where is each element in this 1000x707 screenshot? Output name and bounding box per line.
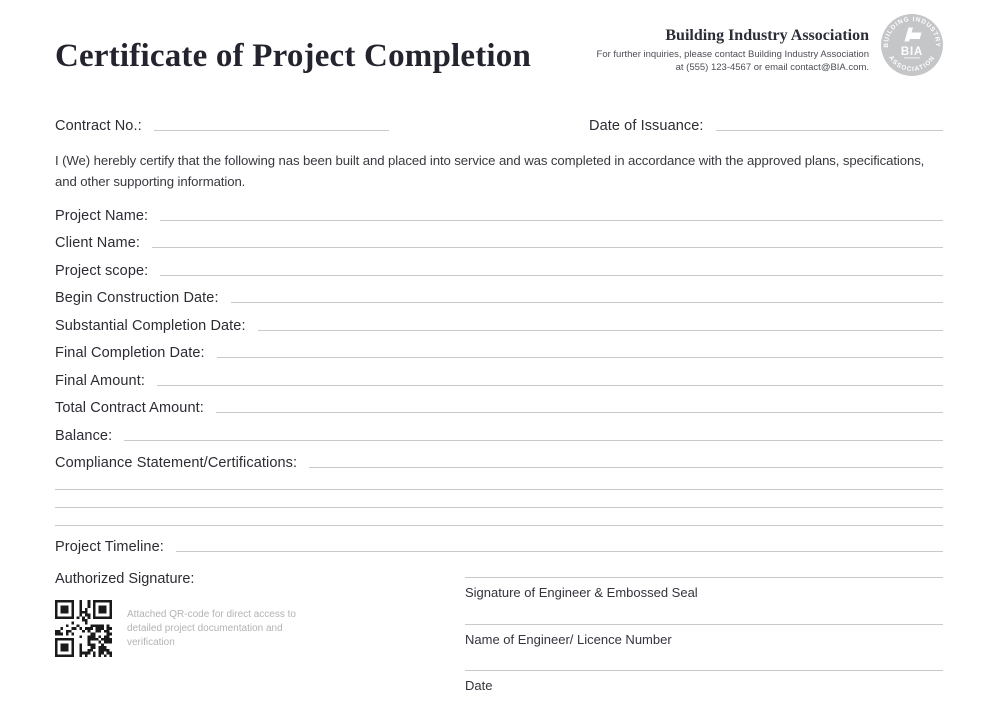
contract-no-label: Contract No.: <box>55 118 142 134</box>
field-row-compliance-statement <box>55 444 943 472</box>
engineer-signature-line[interactable] <box>465 577 943 624</box>
certification-statement: I (We) herebly certify that the following nas been built and placed into service and was completed in accordance with the approved plans, specifications, and other supporting information. <box>55 153 925 190</box>
engineer-name-label: Name of Engineer/ Licence Number <box>465 631 672 647</box>
contract-no-fill-line[interactable] <box>154 130 389 131</box>
balance-label: Balance: <box>55 427 113 444</box>
signature-section <box>55 571 943 693</box>
field-row-balance <box>55 416 943 444</box>
total-contract-amount-label: Total Contract Amount: <box>55 400 204 417</box>
final-amount-label: Final Amount: <box>55 372 145 389</box>
field-row-project-timeline <box>55 531 943 555</box>
contact-line-2: at (555) 123-4567 or email contact@BIA.com. <box>675 62 869 74</box>
contact-info <box>597 48 869 75</box>
balance-fill-line[interactable] <box>124 440 943 441</box>
compliance-statement-fill-line[interactable] <box>309 467 943 468</box>
date-of-issuance-field <box>589 112 943 134</box>
project-scope-label: Project scope: <box>55 262 149 279</box>
qr-caption: Attached QR-code for direct access to detailed project documentation and verification <box>127 608 296 648</box>
begin-construction-date-label: Begin Construction Date: <box>55 290 219 307</box>
project-name-label: Project Name: <box>55 207 149 224</box>
client-name-label: Client Name: <box>55 235 141 252</box>
qr-block <box>55 600 465 657</box>
date-of-issuance-label: Date of Issuance: <box>589 118 704 134</box>
final-completion-date-label: Final Completion Date: <box>55 345 205 362</box>
qr-code-icon <box>55 600 112 657</box>
contract-issuance-row <box>55 112 943 134</box>
project-name-fill-line[interactable] <box>160 220 943 221</box>
contact-line-1: For further inquiries, please contact Building Industry Association <box>596 49 869 61</box>
compliance-continuation-line[interactable] <box>55 508 943 526</box>
field-row-substantial-completion-date <box>55 306 943 334</box>
form-fields <box>55 196 943 526</box>
seal-arc-bottom-text: ASSOCIATION <box>887 54 937 74</box>
project-scope-fill-line[interactable] <box>160 275 943 276</box>
field-row-begin-construction-date <box>55 279 943 307</box>
engineer-signature-block <box>465 571 943 693</box>
field-row-final-amount <box>55 361 943 389</box>
engineer-signature-label: Signature of Engineer & Embossed Seal <box>465 585 698 601</box>
compliance-statement-label: Compliance Statement/Certifications: <box>55 455 298 472</box>
compliance-continuation-line[interactable] <box>55 471 943 489</box>
begin-construction-date-fill-line[interactable] <box>231 302 943 303</box>
header <box>55 0 943 76</box>
org-name: Building Industry Association <box>665 27 869 44</box>
total-contract-amount-fill-line[interactable] <box>216 412 943 413</box>
seal-monogram: BIA <box>900 46 924 58</box>
seal-arc-top-text: BUILDING INDUSTRY <box>882 15 942 48</box>
date-line[interactable] <box>465 670 943 693</box>
client-name-fill-line[interactable] <box>152 247 943 248</box>
project-timeline-fill-line[interactable] <box>176 551 943 552</box>
project-timeline-label: Project Timeline: <box>55 539 164 556</box>
final-amount-fill-line[interactable] <box>157 385 943 386</box>
page-title: Certificate of Project Completion <box>55 38 532 74</box>
field-row-total-contract-amount <box>55 389 943 417</box>
field-row-project-scope <box>55 251 943 279</box>
contract-no-field <box>55 112 389 134</box>
substantial-completion-date-label: Substantial Completion Date: <box>55 317 246 334</box>
compliance-continuation-line[interactable] <box>55 490 943 508</box>
substantial-completion-date-fill-line[interactable] <box>258 330 943 331</box>
field-row-final-completion-date <box>55 334 943 362</box>
authorized-signature-label: Authorized Signature: <box>55 571 195 588</box>
field-row-client-name <box>55 224 943 252</box>
final-completion-date-fill-line[interactable] <box>217 357 943 358</box>
org-contact-block <box>597 26 869 75</box>
date-label: Date <box>465 678 493 694</box>
authorized-signature-block <box>55 571 465 693</box>
field-row-project-name <box>55 196 943 224</box>
engineer-name-line[interactable] <box>465 624 943 671</box>
association-seal-icon <box>881 14 943 76</box>
header-right <box>597 14 943 76</box>
date-of-issuance-fill-line[interactable] <box>716 130 943 131</box>
